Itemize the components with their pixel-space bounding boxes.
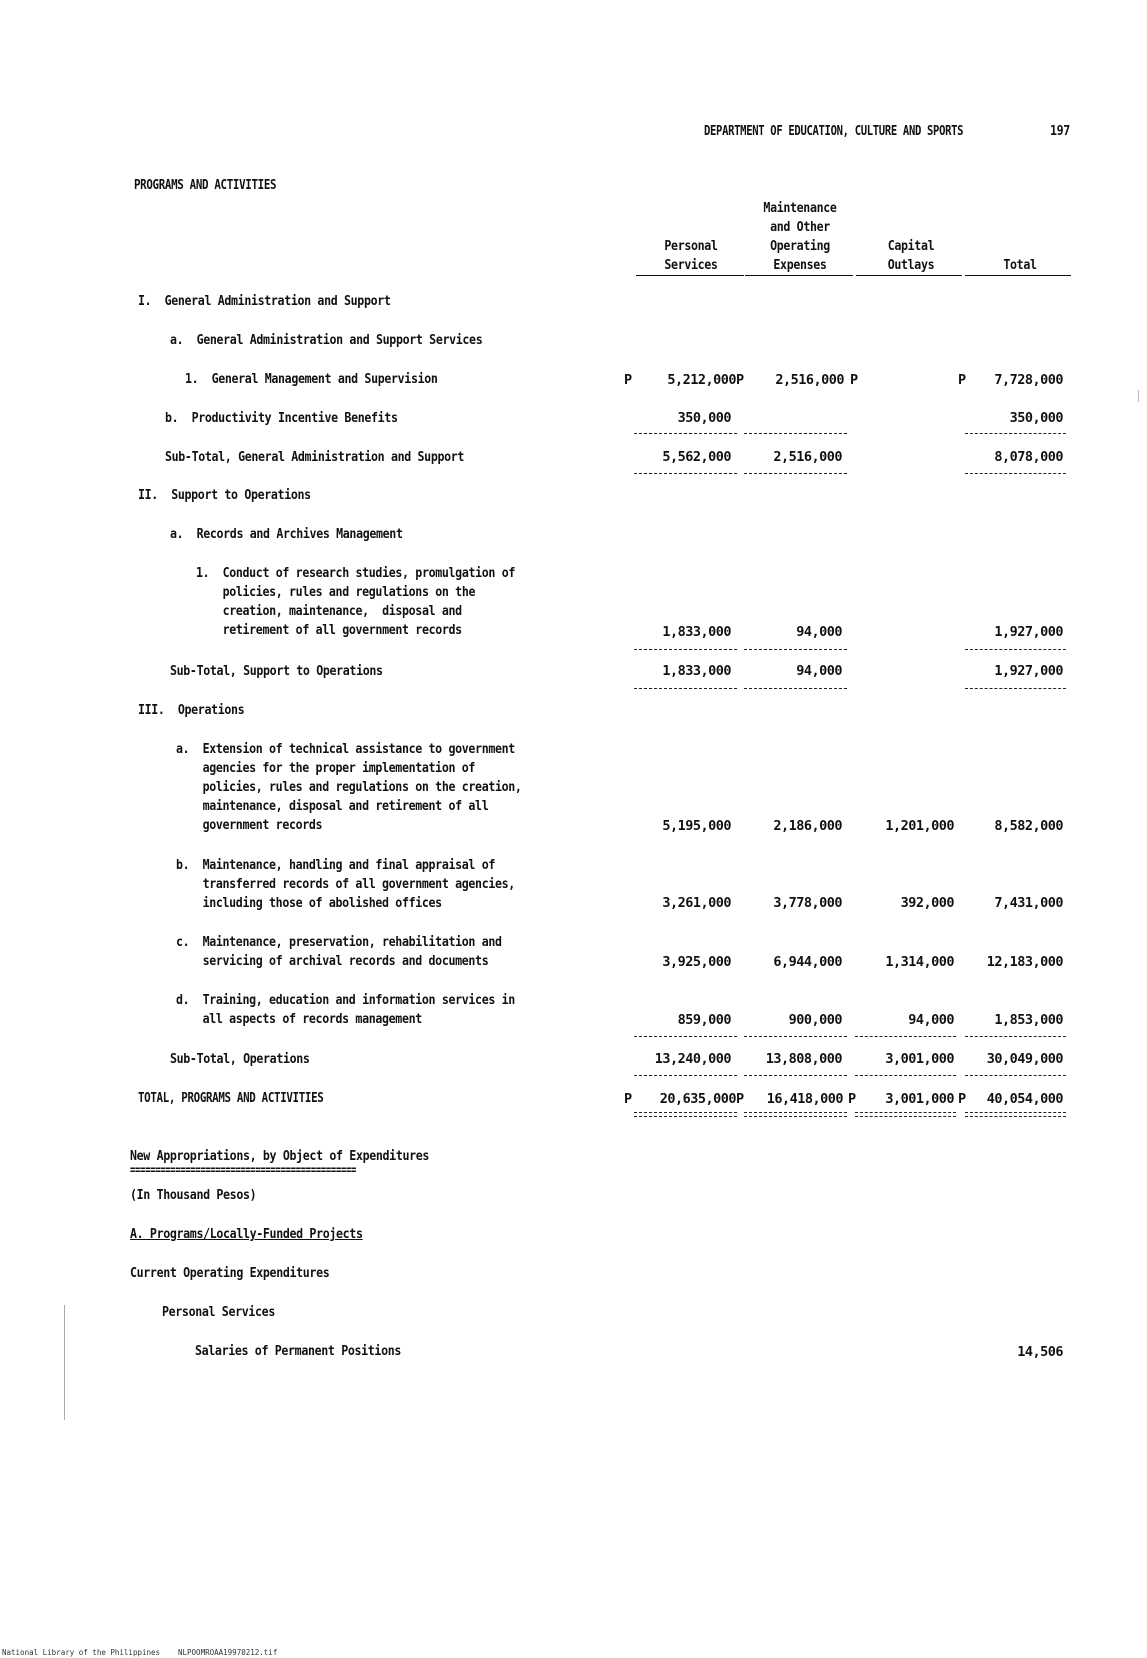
total-value: 1,853,000 (994, 1012, 1063, 1028)
row-label: servicing of archival records and documents (176, 953, 489, 969)
personal-services-value: 1,833,000 (662, 624, 731, 640)
row-label: TOTAL, PROGRAMS AND ACTIVITIES (138, 1090, 324, 1106)
appropriations-unit: (In Thousand Pesos) (130, 1187, 257, 1203)
appropriations-title: New Appropriations, by Object of Expenditures (130, 1148, 430, 1164)
dashed-rule (634, 1075, 737, 1076)
personal-services-value: 1,833,000 (662, 663, 731, 679)
row-label: agencies for the proper implementation of (176, 760, 476, 776)
dashed-rule (634, 433, 737, 434)
running-title: DEPARTMENT OF EDUCATION, CULTURE AND SPORTS (704, 123, 964, 139)
row-label: 1. General Management and Supervision (185, 371, 438, 387)
total-value: 8,582,000 (994, 818, 1063, 834)
header-rule (965, 275, 1071, 276)
scan-mark (64, 1305, 65, 1420)
personal-services-value: 350,000 (677, 410, 731, 426)
current-operating-heading: Current Operating Expenditures (130, 1265, 330, 1281)
scan-mark (1138, 390, 1139, 402)
double-rule (855, 1112, 956, 1117)
capital-outlays-value: 3,001,000 (885, 1051, 954, 1067)
dashed-rule (744, 688, 847, 689)
total-value: 12,183,000 (986, 954, 1063, 970)
peso-sign: P (850, 372, 858, 388)
personal-services-value: 5,195,000 (662, 818, 731, 834)
dashed-rule (634, 688, 737, 689)
dashed-rule (744, 433, 847, 434)
dashed-rule (744, 1075, 847, 1076)
subsection-heading: a. Records and Archives Management (170, 526, 403, 542)
section-title: PROGRAMS AND ACTIVITIES (134, 177, 277, 193)
row-label: government records (176, 817, 323, 833)
row-label: maintenance, disposal and retirement of all (176, 798, 489, 814)
capital-outlays-value: 1,201,000 (885, 818, 954, 834)
row-label: policies, rules and regulations on the creation, (176, 779, 522, 795)
header-rule (856, 275, 962, 276)
total-value: 8,078,000 (994, 449, 1063, 465)
peso-sign: P (848, 1091, 856, 1107)
dashed-rule (965, 688, 1066, 689)
total-value: 30,049,000 (986, 1051, 1063, 1067)
mooe-value: 3,778,000 (773, 895, 842, 911)
personal-services-value: 3,261,000 (662, 895, 731, 911)
section-heading: III. Operations (138, 702, 245, 718)
peso-sign: P (624, 372, 632, 388)
dashed-rule (634, 473, 737, 474)
dashed-rule (744, 473, 847, 474)
row-label: policies, rules and regulations on the (196, 584, 476, 600)
mooe-value: 16,418,000 (766, 1091, 843, 1107)
personal-services-heading: Personal Services (162, 1304, 275, 1320)
appropriations-subheading: A. Programs/Locally-Funded Projects (130, 1226, 363, 1242)
peso-sign: P (958, 372, 966, 388)
personal-services-value: 3,925,000 (662, 954, 731, 970)
mooe-value: 900,000 (788, 1012, 842, 1028)
personal-services-value: 5,212,000 (667, 372, 736, 388)
row-label: all aspects of records management (176, 1011, 422, 1027)
capital-outlays-value: 392,000 (900, 895, 954, 911)
peso-sign: P (624, 1091, 632, 1107)
personal-services-value: 859,000 (677, 1012, 731, 1028)
header-rule (745, 275, 853, 276)
appropriations-title-rule: ============================================= (130, 1162, 357, 1178)
dashed-rule (965, 473, 1066, 474)
dashed-rule (855, 1036, 956, 1037)
double-rule (965, 1112, 1066, 1117)
row-label: b. Maintenance, handling and final appraisal of (176, 857, 496, 873)
personal-services-value: 13,240,000 (654, 1051, 731, 1067)
column-header-total: Total (1003, 257, 1037, 273)
mooe-value: 13,808,000 (765, 1051, 842, 1067)
peso-sign: P (736, 372, 744, 388)
total-value: 7,431,000 (994, 895, 1063, 911)
double-rule (634, 1112, 737, 1117)
peso-sign: P (958, 1091, 966, 1107)
dashed-rule (965, 433, 1066, 434)
total-value: 350,000 (1009, 410, 1063, 426)
row-label: retirement of all government records (196, 622, 462, 638)
dashed-rule (965, 1036, 1066, 1037)
total-value: 1,927,000 (994, 663, 1063, 679)
total-value: 7,728,000 (994, 372, 1063, 388)
mooe-value: 2,516,000 (775, 372, 844, 388)
row-label: b. Productivity Incentive Benefits (165, 410, 398, 426)
total-value: 40,054,000 (986, 1091, 1063, 1107)
row-label: Sub-Total, General Administration and Support (165, 449, 465, 465)
personal-services-value: 20,635,000 (659, 1091, 736, 1107)
library-footer: National Library of the Philippines (2, 1648, 161, 1657)
row-label: creation, maintenance, disposal and (196, 603, 462, 619)
section-heading: II. Support to Operations (138, 487, 311, 503)
total-value: 1,927,000 (994, 624, 1063, 640)
capital-outlays-value: 94,000 (908, 1012, 954, 1028)
mooe-value: 2,516,000 (773, 449, 842, 465)
dashed-rule (744, 1036, 847, 1037)
row-label: Sub-Total, Support to Operations (170, 663, 383, 679)
section-heading: I. General Administration and Support (138, 293, 391, 309)
peso-sign: P (736, 1091, 744, 1107)
row-label: including those of abolished offices (176, 895, 442, 911)
page-number: 197 (1050, 123, 1070, 139)
subsection-heading: a. General Administration and Support Services (170, 332, 483, 348)
dashed-rule (965, 649, 1066, 650)
row-label: 1. Conduct of research studies, promulgation of (196, 565, 516, 581)
mooe-value: 2,186,000 (773, 818, 842, 834)
mooe-value: 6,944,000 (773, 954, 842, 970)
double-rule (744, 1112, 847, 1117)
dashed-rule (634, 649, 737, 650)
row-label: d. Training, education and information services in (176, 992, 515, 1008)
salaries-value: 14,506 (1017, 1344, 1063, 1360)
capital-outlays-value: 1,314,000 (885, 954, 954, 970)
capital-outlays-value: 3,001,000 (885, 1091, 954, 1107)
mooe-value: 94,000 (796, 624, 842, 640)
dashed-rule (634, 1036, 737, 1037)
personal-services-value: 5,562,000 (662, 449, 731, 465)
row-label: a. Extension of technical assistance to government (176, 741, 515, 757)
mooe-value: 94,000 (796, 663, 842, 679)
row-label: transferred records of all government agencies, (176, 876, 515, 892)
dashed-rule (855, 1075, 956, 1076)
budget-page: DEPARTMENT OF EDUCATION, CULTURE AND SPORTS 197 PROGRAMS AND ACTIVITIES Personal Services Maintenance and Other Operating Expenses Capital Outlays Total I. General Administration and Support a. General Administration and Support Services 1. General Management and Supervision P 5,212,000 P 2,516,000 P P 7,728,000 b. Productivity Incentive Benefits 350,000 350,000 Sub-Total, General Administration and Support 5,562,000 2,516,000 8,078,000 II. Support to Operations a. Records and Archives Management 1. Conduct of research studies, promulgation of policies, rules and regulations on the creation, maintenance, disposal and retirement of all government records 1,833,000 94,000 1,927,000 Sub-Total, Support to Operations 1,833,000 94,000 1,927,000 III. Operations a. Extension of technical assistance to government agencies for the proper implementation of policies, rules and regulations on the creation, maintenance, disposal and retirement of all government records 5,195,000 2,186,000 1,201,000 8,582,000 b. Maintenance, handling and final appraisal of transferred records of all government agencies, including those of abolished offices 3,261,000 3,778,000 392,000 7,431,000 c. Maintenance, preservation, rehabilitation and servicing of archival records and documents 3,925,000 6,944,000 1,314,000 12,183,000 d. Training, education and information services in all aspects of records management 859,000 900,000 94,000 1,853,000 Sub-Total, Operations 13,240,000 13,808,000 3,001,000 30,049,000 TOTAL, PROGRAMS AND ACTIVITIES P 20,635,000 P 16,418,000 P 3,001,000 P 40,054,000 New Appropriations, by Object of Expenditures ============================================= (In Thousand Pesos) A. Programs/Locally-Funded Projects Current Operating Expenditures Personal Services Salaries of Permanent Positions 14,506 National Library of the Philippines NLPOOMROAA19970212.tif (0, 0, 1147, 1658)
header-rule (636, 275, 744, 276)
file-footer: NLPOOMROAA19970212.tif (178, 1648, 278, 1657)
row-label: c. Maintenance, preservation, rehabilitation and (176, 934, 502, 950)
dashed-rule (965, 1075, 1066, 1076)
row-label: Sub-Total, Operations (170, 1051, 310, 1067)
salaries-label: Salaries of Permanent Positions (195, 1343, 402, 1359)
dashed-rule (744, 649, 847, 650)
